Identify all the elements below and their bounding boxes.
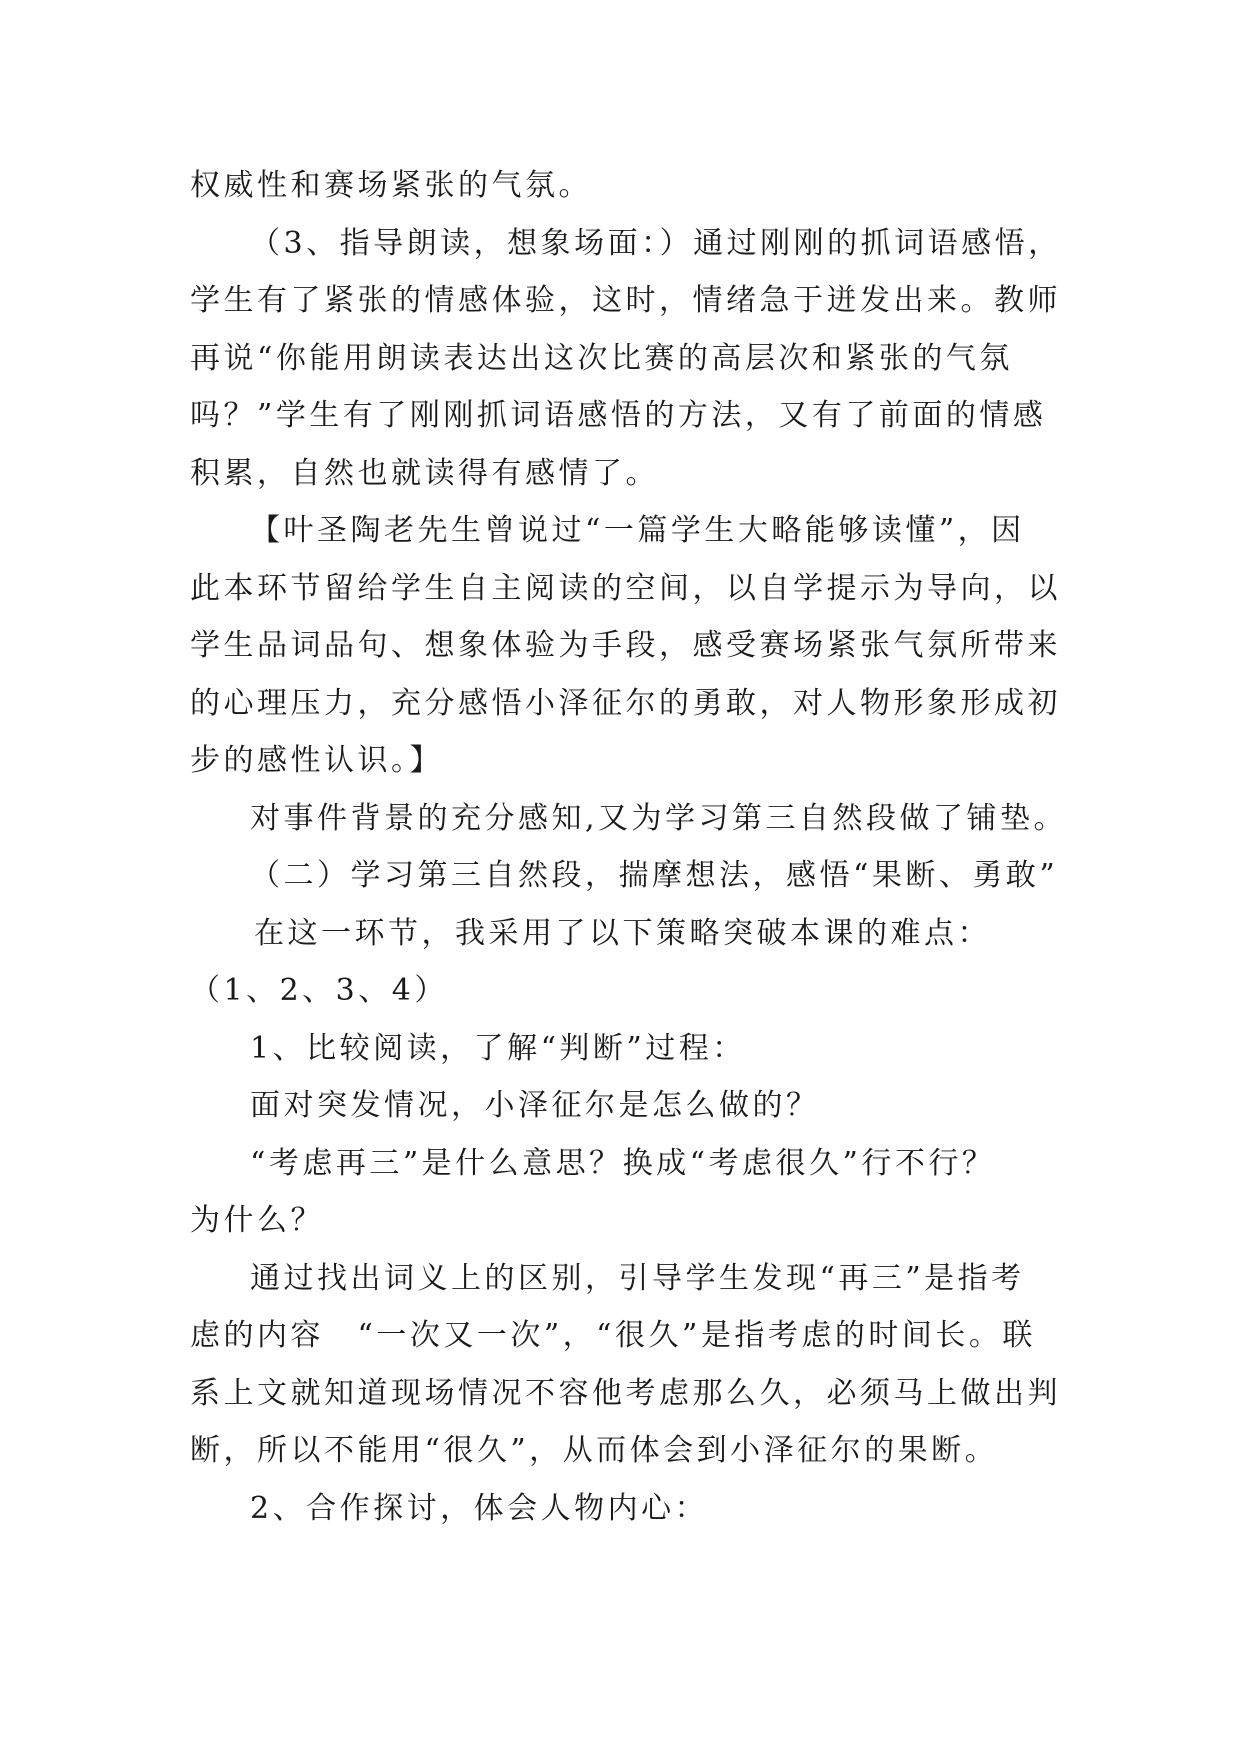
text-line: 学生有了紧张的情感体验，这时，情绪急于迸发出来。教师: [190, 283, 1061, 318]
text-line: 在这一环节，我采用了以下策略突破本课的难点：: [254, 915, 991, 951]
text-line: （二）学习第三自然段，揣摩想法，感悟“果断、勇敢”: [250, 858, 1059, 893]
text-line: 步的感性认识。】: [190, 743, 443, 778]
text-line: 学生品词品句、想象体验为手段，感受赛场紧张气氛所带来: [190, 628, 1061, 663]
text-line: 的心理压力，充分感悟小泽征尔的勇敢，对人物形象形成初: [190, 685, 1061, 721]
text-line: “考虑再三”是什么意思？换成“考虑很久”行不行？: [250, 1145, 996, 1181]
text-line: 吗？”学生有了刚刚抓词语感悟的方法，又有了前面的情感: [190, 398, 1047, 433]
text-line: 断，所以不能用“很久”，从而体会到小泽征尔的果断。: [190, 1433, 999, 1468]
text-line: 为什么？: [190, 1203, 324, 1238]
text-line: 1、比较阅读，了解“判断”过程：: [250, 1030, 746, 1066]
text-line: 虑的内容 “一次又一次”，“很久”是指考虑的时间长。联: [190, 1318, 1036, 1353]
text-line: （3、指导朗读，想象场面：）通过刚刚的抓词语感悟，: [250, 225, 1062, 261]
text-line: 对事件背景的充分感知,又为学习第三自然段做了铺垫。: [250, 800, 1068, 836]
text-line: （1、2、3、4）: [190, 973, 448, 1008]
text-line: 通过找出词义上的区别，引导学生发现“再三”是指考: [250, 1260, 1025, 1296]
text-line: 面对突发情况，小泽征尔是怎么做的？: [250, 1088, 820, 1123]
text-line: 权威性和赛场紧张的气氛。: [190, 168, 592, 203]
text-line: 【叶圣陶老先生曾说过“一篇学生大略能够读懂”，因: [250, 513, 1025, 548]
body-text: [190, 157, 1068, 1537]
text-line: 再说“你能用朗读表达出这次比赛的高层次和紧张的气氛: [190, 340, 1013, 376]
text-line: 积累，自然也就读得有感情了。: [190, 455, 659, 491]
text-line: 此本环节留给学生自主阅读的空间，以自学提示为导向，以: [190, 570, 1061, 606]
text-line: 系上文就知道现场情况不容他考虑那么久，必须马上做出判: [190, 1375, 1061, 1411]
text-line: 2、合作探讨，体会人物内心：: [250, 1490, 709, 1526]
